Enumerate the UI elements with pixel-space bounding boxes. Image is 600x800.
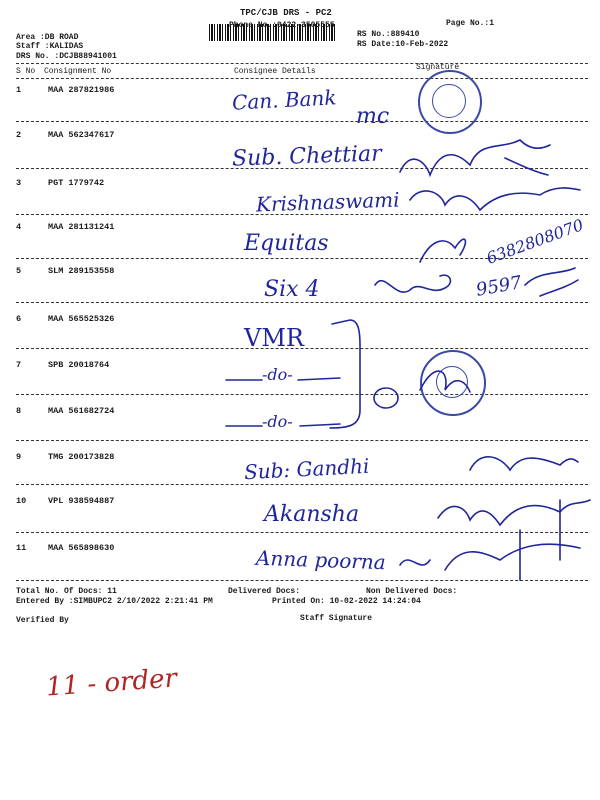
row-consignee-handwritten: -do-: [262, 365, 293, 384]
area-label: Area :DB ROAD: [16, 33, 79, 42]
signature-scribble: [420, 239, 465, 262]
row-sno: 5: [16, 266, 22, 276]
signature-scribble: [520, 500, 560, 580]
printed-on: Printed On: 10-02-2022 14:24:04: [272, 597, 421, 606]
row-consignee-handwritten: -do-: [262, 412, 293, 431]
signature-scribble: [505, 158, 548, 175]
row-consignment: SLM 289153558: [48, 266, 115, 276]
row-sno: 2: [16, 130, 22, 140]
row-consignment: MAA 561682724: [48, 406, 115, 416]
rs-date: RS Date:10-Feb-2022: [357, 40, 449, 49]
delivered-docs: Delivered Docs:: [228, 587, 301, 596]
col-consignment: Consignment No: [44, 67, 112, 76]
row-consignment: VPL 938594887: [48, 496, 115, 506]
row-consignee-handwritten: Six 4: [264, 277, 320, 302]
row-consignee-handwritten: VMR: [244, 324, 304, 352]
row-consignment: MAA 281131241: [48, 222, 115, 232]
row-consignment: MAA 562347617: [48, 130, 115, 140]
row-consignee-handwritten: Can. Bank: [231, 85, 338, 115]
rs-number: RS No.:889410: [357, 30, 420, 39]
ditto-line: [226, 424, 340, 426]
row-consignment: MAA 287821986: [48, 85, 115, 95]
row-sno: 8: [16, 406, 22, 416]
signature-scribble: [470, 457, 578, 470]
row-consignment: PGT 1779742: [48, 178, 105, 188]
signature-number: 9597: [474, 272, 524, 301]
total-docs: Total No. Of Docs: 11: [16, 587, 117, 596]
handwritten-order-note: 11 - order: [45, 663, 178, 703]
row-note-handwritten: mc: [356, 104, 390, 129]
row-sno: 4: [16, 222, 22, 232]
col-sno: S No: [16, 67, 36, 76]
entered-by: Entered By :SIMBUPC2 2/10/2022 2:21:41 PM: [16, 597, 213, 606]
non-delivered-docs: Non Delivered Docs:: [366, 587, 458, 596]
heart-mark: [374, 388, 398, 408]
row-sno: 6: [16, 314, 22, 324]
col-signature: Signature: [416, 63, 460, 72]
row-sno: 10: [16, 496, 27, 506]
row-consignment: MAA 565898630: [48, 543, 115, 553]
signature-scribble: [375, 275, 450, 292]
page-number: Page No.:1: [446, 19, 495, 28]
staff-label: Staff :KALIDAS: [16, 42, 84, 51]
signature-scribble: [410, 188, 580, 210]
bracket-line: [330, 320, 360, 428]
staff-signature-label: Staff Signature: [300, 614, 373, 623]
signature-phone-number: 6382808070: [483, 215, 586, 268]
row-consignee-handwritten: Sub. Chettiar: [231, 141, 383, 172]
row-consignee-handwritten: Anna poorna: [255, 545, 387, 575]
row-consignee-handwritten: Akansha: [264, 502, 360, 527]
verified-by: Verified By: [16, 616, 69, 625]
row-sno: 1: [16, 85, 22, 95]
signature-scribble: [400, 544, 580, 570]
signature-scribble: [525, 268, 578, 296]
row-consignment: SPB 20018764: [48, 360, 110, 370]
row-consignment: MAA 565525326: [48, 314, 115, 324]
row-consignee-handwritten: Krishnaswami: [255, 187, 400, 217]
ditto-line: [226, 378, 340, 380]
col-consignee: Consignee Details: [234, 67, 316, 76]
row-consignee-handwritten: Equitas: [244, 231, 329, 256]
signature-scribble: [400, 140, 550, 175]
signature-scribble: [420, 371, 470, 392]
row-sno: 3: [16, 178, 22, 188]
drs-number: DRS No. :DCJB88941001: [16, 52, 117, 61]
row-sno: 11: [16, 543, 27, 553]
row-consignee-handwritten: Sub: Gandhi: [243, 453, 370, 485]
signature-scribble: [438, 500, 590, 525]
row-sno: 7: [16, 360, 22, 370]
document-title: TPC/CJB DRS - PC2: [240, 8, 332, 18]
row-sno: 9: [16, 452, 22, 462]
row-consignment: TMG 200173828: [48, 452, 115, 462]
phone-number: Phone No.:0422-3505555: [229, 21, 335, 30]
